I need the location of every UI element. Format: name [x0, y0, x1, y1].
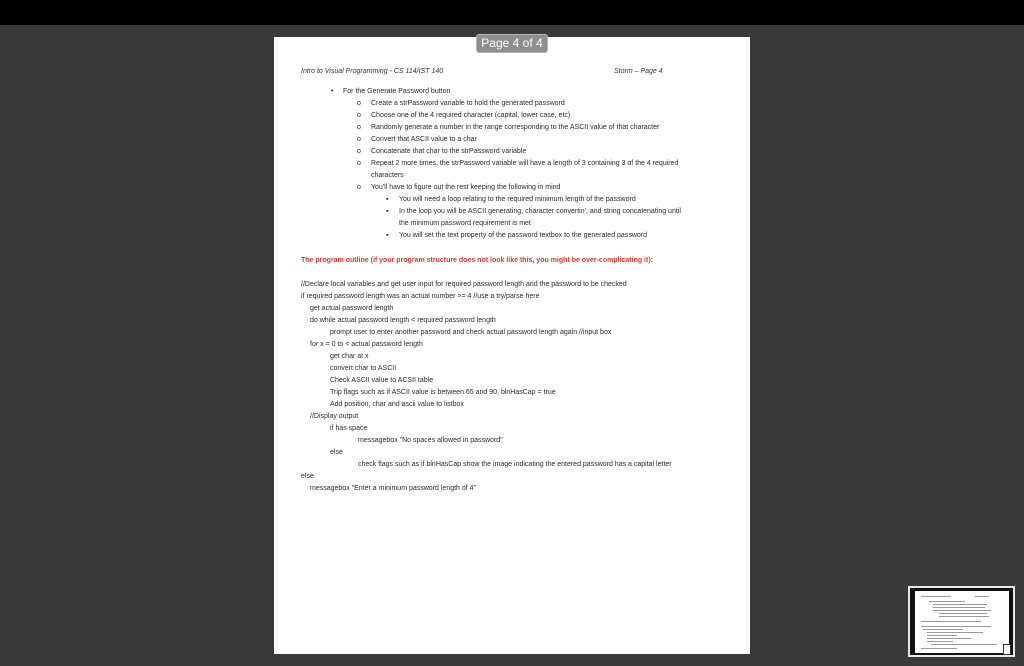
doc-line: You will need a loop relating to the required minimum length of the password — [399, 196, 636, 203]
doc-line: Randomly generate a number in the range corresponding to the ASCII value of that character — [371, 124, 660, 131]
thumbnail-page-preview — [915, 591, 1009, 653]
doc-line: if has space — [330, 425, 368, 432]
doc-line: do while actual password length < required password length — [310, 317, 496, 324]
doc-line: characters — [371, 172, 404, 179]
doc-line: convert char to ASCII — [330, 365, 397, 372]
outline-heading: The program outline (if your program structure does not look like this, you might be over-complicating it): — [301, 257, 653, 264]
thumbnail-resize-handle[interactable] — [1003, 644, 1011, 655]
doc-line: //Display output — [310, 413, 359, 420]
doc-line: check flags such as if blnHasCap show the image indicating the entered password has a capital letter — [358, 461, 672, 468]
bullet-circle: o — [357, 160, 361, 167]
top-toolbar — [0, 0, 1024, 25]
bullet-square: ▪ — [386, 196, 389, 203]
doc-line: Concatenate that char to the strPassword variable — [371, 148, 527, 155]
doc-line: Add position, char and ascii value to listbox — [330, 401, 464, 408]
doc-line: In the loop you will be ASCII generating, character convertin', and string concatenating until — [399, 208, 681, 215]
bullet-square: ▪ — [386, 208, 389, 215]
bullet-disc: • — [331, 88, 334, 95]
doc-line: Create a strPassword variable to hold the generated password — [371, 100, 565, 107]
doc-line: You'll have to figure out the rest keeping the following in mind — [371, 184, 561, 191]
doc-line: else — [301, 473, 314, 480]
doc-line: Repeat 2 more times, the strPassword variable will have a length of 3 containing 3 of the 4 required — [371, 160, 679, 167]
doc-line: Trip flags such as if ASCII value is between 65 and 90, blnHasCap = true — [330, 389, 556, 396]
page-indicator: Page 4 of 4 — [476, 34, 548, 53]
doc-line: if required password length was an actual number >= 4 //use a try/parse here — [301, 293, 540, 300]
bullet-circle: o — [357, 148, 361, 155]
doc-line: Convert that ASCII value to a char — [371, 136, 477, 143]
document-viewer[interactable] — [0, 25, 1024, 666]
document-page[interactable] — [274, 37, 750, 654]
bullet-circle: o — [357, 112, 361, 119]
doc-line: For the Generate Password button — [343, 88, 451, 95]
doc-line: messagebox "No spaces allowed in password" — [358, 437, 503, 444]
page-header-left: Intro to Visual Programming - CS 114/IST 140 — [301, 68, 444, 75]
bullet-circle: o — [357, 136, 361, 143]
doc-line: prompt user to enter another password and check actual password length again //input box — [330, 329, 612, 336]
doc-line: the minimum password requirement is met — [399, 220, 531, 227]
doc-line: //Declare local variables and get user input for required password length and the password to be checked — [301, 281, 627, 288]
doc-line: get char at x — [330, 353, 369, 360]
page-thumbnail[interactable] — [908, 586, 1015, 657]
doc-line: Check ASCII value to ACSII table — [330, 377, 434, 384]
bullet-square: ▪ — [386, 232, 389, 239]
doc-line: messagebox "Enter a minimum password length of 4" — [310, 485, 477, 492]
page-header-right: Storm – Page 4 — [614, 68, 663, 75]
doc-line: get actual password length — [310, 305, 394, 312]
bullet-circle: o — [357, 124, 361, 131]
doc-line: else — [330, 449, 343, 456]
doc-line: Choose one of the 4 required character (capital, lower case, etc) — [371, 112, 571, 119]
bullet-circle: o — [357, 184, 361, 191]
doc-line: for x = 0 to < actual password length — [310, 341, 423, 348]
doc-line: You will set the text property of the password textbox to the generated password — [399, 232, 647, 239]
bullet-circle: o — [357, 100, 361, 107]
